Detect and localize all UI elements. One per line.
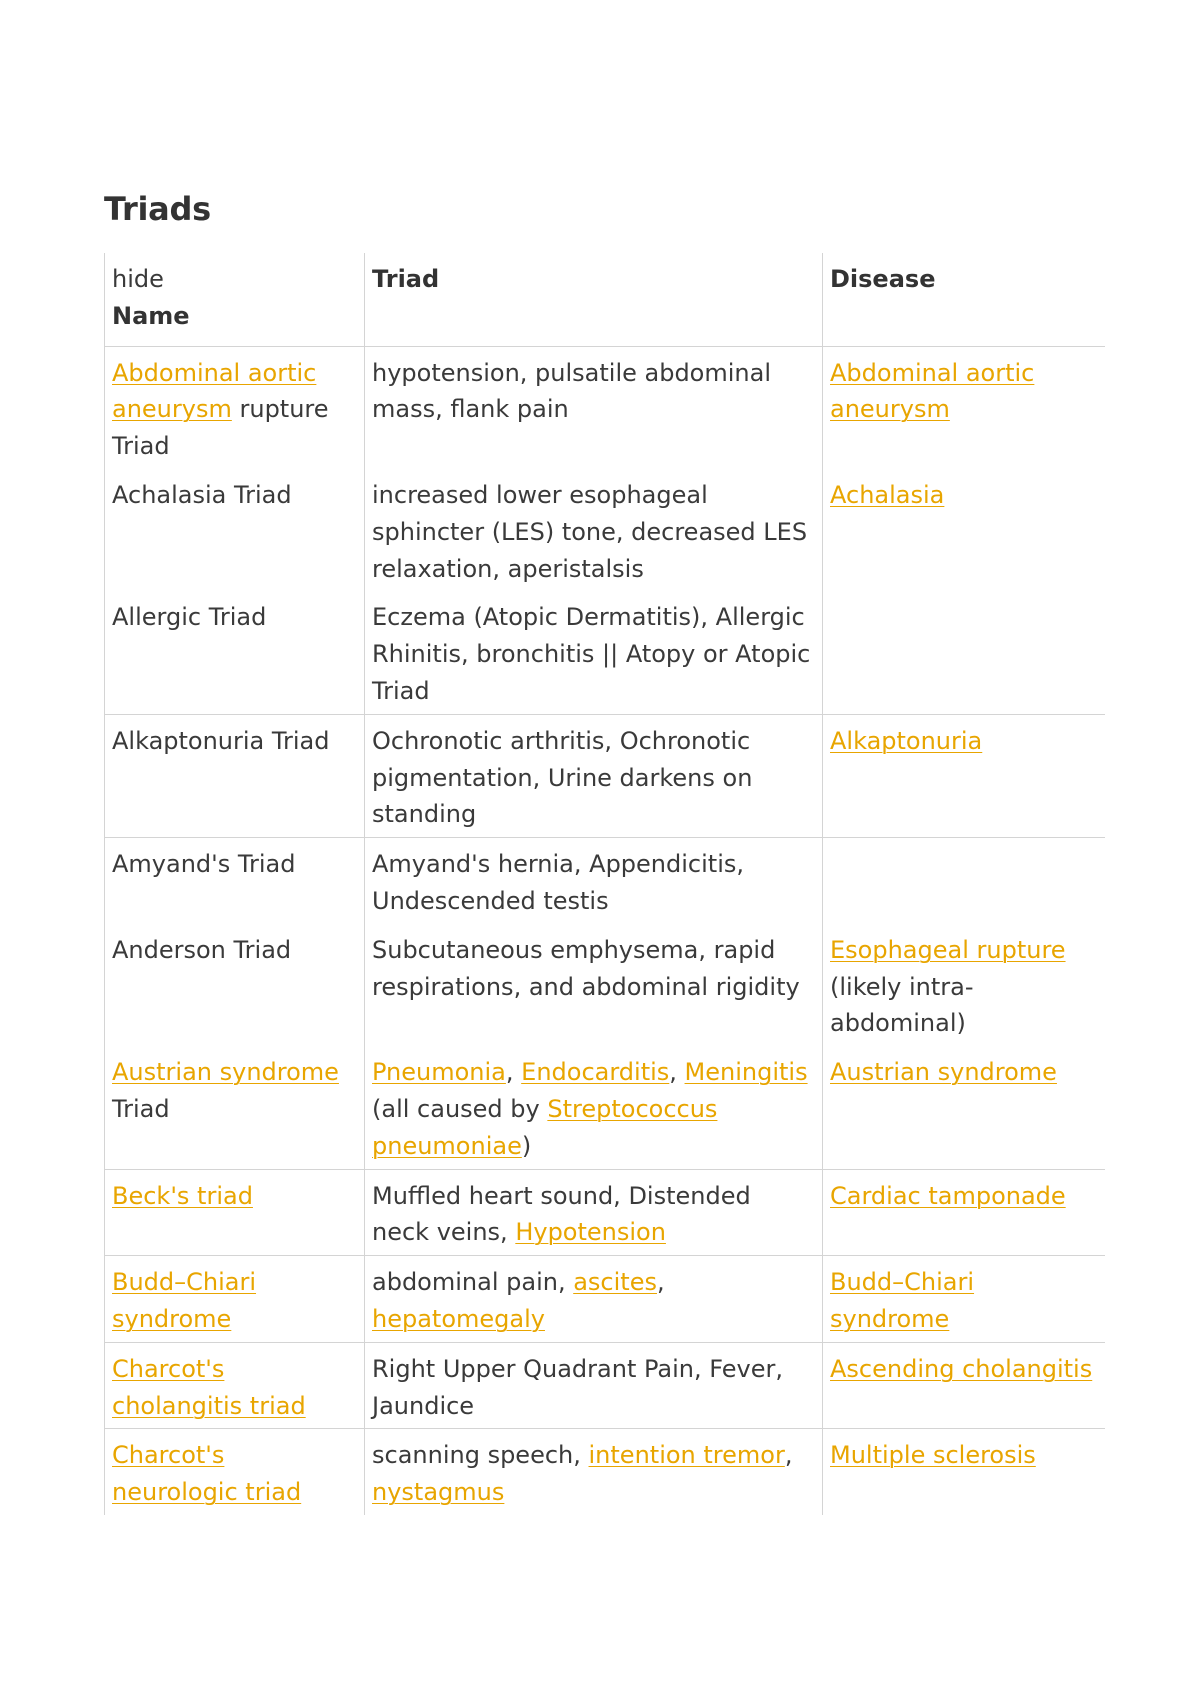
cell-triad — [365, 1342, 823, 1429]
wiki-link[interactable]: Meningitis — [684, 1058, 808, 1087]
table-row — [105, 1169, 1105, 1256]
cell-triad — [365, 346, 823, 469]
cell-disease — [823, 924, 1105, 1046]
cell-text: Ochronotic arthritis, Ochronotic pigmentation, Urine darkens on standing — [372, 726, 753, 829]
cell-name — [105, 469, 365, 591]
table-row — [105, 1046, 1105, 1169]
wiki-link[interactable]: Austrian syndrome — [830, 1058, 1057, 1087]
wiki-link[interactable]: Esophageal rupture — [830, 935, 1066, 964]
cell-name — [105, 346, 365, 469]
cell-text: Eczema (Atopic Dermatitis), Allergic Rhinitis, bronchitis || Atopy or Atopic Triad — [372, 603, 811, 705]
cell-disease — [823, 591, 1105, 714]
wiki-link[interactable]: Alkaptonuria — [830, 726, 983, 755]
cell-name — [105, 1256, 365, 1343]
wiki-link[interactable]: Budd–Chiari syndrome — [830, 1268, 975, 1333]
table-row — [105, 1256, 1105, 1343]
cell-triad — [365, 924, 823, 1046]
cell-name — [105, 924, 365, 1046]
cell-text: , — [784, 1441, 793, 1470]
wiki-link[interactable]: Endocarditis — [521, 1058, 670, 1087]
cell-text: rupture Triad — [112, 395, 329, 461]
cell-text: Amyand's hernia, Appendicitis, Undescended testis — [372, 850, 744, 915]
cell-name — [105, 1046, 365, 1169]
wiki-link[interactable]: Hypotension — [515, 1218, 666, 1247]
cell-text: (all caused by — [372, 1094, 548, 1123]
wiki-link[interactable]: Budd–Chiari syndrome — [112, 1268, 257, 1333]
table-row — [105, 1429, 1105, 1515]
cell-disease — [823, 1256, 1105, 1343]
wiki-link[interactable]: Abdominal aortic aneurysm — [112, 358, 317, 424]
cell-name — [105, 838, 365, 924]
wiki-link[interactable]: Austrian syndrome — [112, 1058, 339, 1087]
wiki-link[interactable]: hepatomegaly — [372, 1304, 545, 1333]
cell-triad — [365, 1256, 823, 1343]
cell-name — [105, 1342, 365, 1429]
cell-text: scanning speech, — [372, 1441, 589, 1470]
column-header-triad: Triad — [365, 253, 823, 346]
cell-name — [105, 591, 365, 714]
cell-text: Allergic Triad — [112, 603, 267, 632]
cell-text: Subcutaneous emphysema, rapid respirations, and abdominal rigidity — [372, 935, 800, 1001]
cell-disease — [823, 1342, 1105, 1429]
table-row — [105, 591, 1105, 714]
wiki-link[interactable]: Achalasia — [830, 480, 945, 509]
wiki-link[interactable]: Ascending cholangitis — [830, 1354, 1093, 1383]
cell-text: ) — [521, 1131, 532, 1160]
table-row — [105, 469, 1105, 591]
cell-text: Muffled heart sound, Distended neck veins, — [372, 1181, 751, 1247]
cell-disease — [823, 346, 1105, 469]
column-header-disease: Disease — [830, 265, 936, 293]
wiki-link[interactable]: Pneumonia — [372, 1058, 506, 1087]
cell-triad — [365, 714, 823, 837]
cell-text: , — [656, 1268, 665, 1297]
cell-text: , — [669, 1058, 685, 1087]
cell-text: hypotension, pulsatile abdominal mass, flank pain — [372, 358, 771, 424]
wiki-link[interactable]: nystagmus — [372, 1478, 505, 1507]
table-row — [105, 838, 1105, 924]
page-title: Triads — [104, 190, 211, 228]
cell-disease — [823, 838, 1105, 924]
triads-table — [104, 253, 1105, 1515]
cell-disease — [823, 1046, 1105, 1169]
wiki-link[interactable]: Abdominal aortic aneurysm — [830, 358, 1035, 424]
wiki-link[interactable]: intention tremor — [588, 1441, 785, 1470]
cell-text: Alkaptonuria Triad — [112, 726, 330, 755]
wiki-link[interactable]: Beck's triad — [112, 1181, 253, 1210]
cell-text: Amyand's Triad — [112, 850, 296, 879]
cell-disease — [823, 1169, 1105, 1256]
wiki-link[interactable]: ascites — [573, 1268, 657, 1297]
table-row — [105, 714, 1105, 837]
cell-disease — [823, 1429, 1105, 1515]
table-header-row — [105, 253, 1105, 346]
cell-text: increased lower esophageal sphincter (LES) tone, decreased LES relaxation, aperistalsis — [372, 480, 808, 583]
cell-text: Anderson Triad — [112, 935, 292, 964]
wiki-link[interactable]: Charcot's cholangitis triad — [112, 1354, 306, 1420]
cell-name — [105, 1169, 365, 1256]
cell-disease — [823, 469, 1105, 591]
cell-triad — [365, 469, 823, 591]
cell-triad — [365, 838, 823, 924]
wiki-link[interactable]: Cardiac tamponade — [830, 1181, 1066, 1210]
cell-text: Achalasia Triad — [112, 480, 292, 509]
cell-triad — [365, 1429, 823, 1515]
cell-name — [105, 1429, 365, 1515]
cell-text: (likely intra-abdominal) — [830, 972, 974, 1038]
hide-toggle[interactable]: hide — [112, 265, 164, 293]
cell-text: , — [505, 1058, 522, 1087]
table-row — [105, 346, 1105, 469]
cell-disease — [823, 714, 1105, 837]
cell-triad — [365, 1046, 823, 1169]
wiki-link[interactable]: Streptococcus pneumoniae — [372, 1094, 718, 1160]
cell-text: Right Upper Quadrant Pain, Fever, Jaundice — [372, 1354, 783, 1420]
cell-text: Triad — [112, 1094, 170, 1123]
wiki-link[interactable]: Charcot's neurologic triad — [112, 1441, 302, 1507]
cell-name — [105, 714, 365, 837]
cell-text: abdominal pain, — [372, 1268, 574, 1297]
table-row — [105, 924, 1105, 1046]
table-row — [105, 1342, 1105, 1429]
wiki-link[interactable]: Multiple sclerosis — [830, 1441, 1036, 1470]
column-header-name — [105, 253, 365, 346]
cell-triad — [365, 591, 823, 714]
column-header-name-label: Name — [112, 301, 190, 330]
cell-triad — [365, 1169, 823, 1256]
